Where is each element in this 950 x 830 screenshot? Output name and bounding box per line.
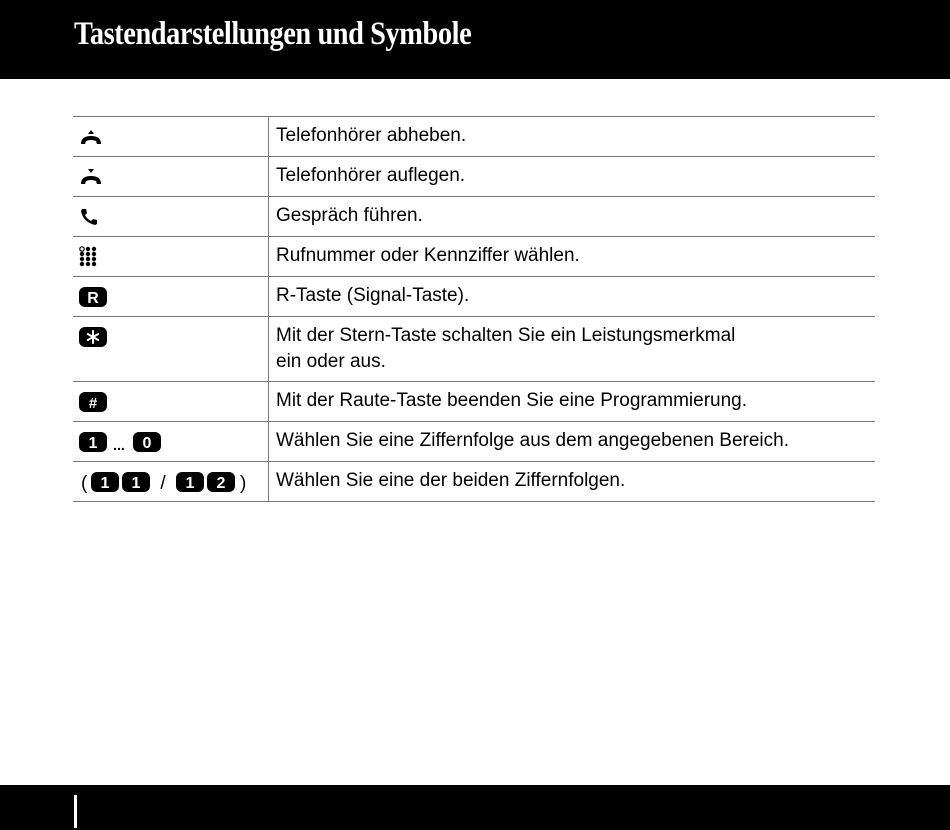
- page-title: Tastendarstellungen und Symbole: [74, 16, 472, 52]
- symbol-cell: [73, 317, 269, 382]
- symbol-cell: [73, 462, 269, 502]
- page-footer: [0, 785, 950, 830]
- table-row: [73, 422, 875, 462]
- keypad-icon: [78, 246, 98, 268]
- description-cell: Telefonhörer auflegen.: [276, 165, 466, 186]
- description-cell: Wählen Sie eine der beiden Ziffernfolgen.: [276, 470, 626, 491]
- symbol-cell: [73, 277, 269, 317]
- symbol-cell: [73, 157, 269, 197]
- symbol-cell: [73, 197, 269, 237]
- table-row: [73, 197, 875, 237]
- table-row: [73, 462, 875, 502]
- r-key-label: R: [87, 289, 99, 307]
- symbol-cell: [73, 117, 269, 157]
- open-paren: (: [81, 472, 88, 494]
- handset-lift-icon: [78, 126, 104, 148]
- range-separator: ...: [113, 436, 125, 453]
- slash-separator: /: [160, 472, 166, 494]
- description-cell: Mit der Raute-Taste beenden Sie eine Programmierung.: [276, 390, 748, 411]
- description-cell: Gespräch führen.: [276, 205, 423, 226]
- table-row: [73, 317, 875, 382]
- digit-key-label: 1: [88, 434, 98, 452]
- description-cell: Mit der Stern-Taste schalten Sie ein Leistungsmerkmal ein oder aus.: [276, 325, 736, 372]
- r-key: [78, 286, 108, 308]
- footer-marker: [74, 795, 77, 828]
- table-row: [73, 237, 875, 277]
- hash-key: [78, 391, 108, 413]
- symbol-cell: [73, 382, 269, 422]
- digit-key-label: 1: [185, 474, 195, 492]
- page-header: [0, 0, 950, 79]
- digit-key-label: 1: [131, 474, 141, 492]
- symbol-cell: [73, 237, 269, 277]
- symbol-cell: [73, 422, 269, 462]
- digit-key-label: 1: [100, 474, 110, 492]
- table-row: [73, 157, 875, 197]
- description-cell: R-Taste (Signal-Taste).: [276, 285, 470, 306]
- digit-range-keys: [78, 431, 168, 453]
- table-row: [73, 277, 875, 317]
- digit-key-label: 0: [142, 434, 152, 452]
- handset-hangup-icon: [78, 166, 104, 188]
- table-row: [73, 117, 875, 157]
- description-cell: Wählen Sie eine Ziffernfolge aus dem angegebenen Bereich.: [276, 430, 789, 451]
- digit-alternative-keys: [78, 470, 258, 494]
- close-paren: ): [240, 472, 247, 494]
- description-cell: Rufnummer oder Kennziffer wählen.: [276, 245, 580, 266]
- digit-key-label: 2: [216, 474, 226, 492]
- symbol-legend-table: [73, 116, 875, 502]
- call-handset-icon: [78, 206, 100, 228]
- star-key: [78, 326, 108, 348]
- description-cell: Telefonhörer abheben.: [276, 125, 467, 146]
- hash-key-label: #: [88, 394, 98, 412]
- table-row: [73, 382, 875, 422]
